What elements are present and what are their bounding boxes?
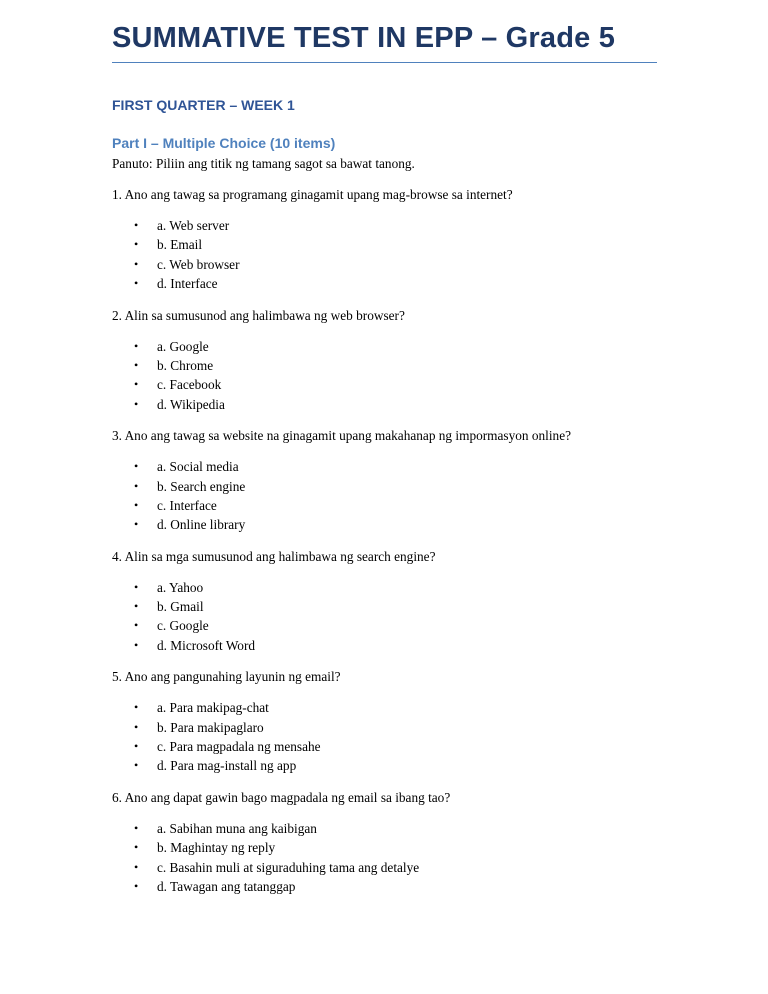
choice-item — [112, 235, 657, 254]
bullet-icon: • — [134, 637, 139, 652]
choice-item — [112, 698, 657, 717]
choice-item — [112, 274, 657, 293]
choice-text: c. Basahin muli at siguraduhing tama ang detalye — [157, 859, 420, 875]
quarter-heading: FIRST QUARTER – WEEK 1 — [112, 97, 295, 113]
question-text: 6. Ano ang dapat gawin bago magpadala ng email sa ibang tao? — [112, 789, 451, 805]
part-heading: Part I – Multiple Choice (10 items) — [112, 135, 336, 151]
choice-text: d. Interface — [157, 276, 218, 292]
document-page — [112, 0, 657, 896]
choice-text: a. Yahoo — [157, 579, 204, 595]
choice-text: a. Para makipag-chat — [157, 700, 269, 716]
choice-item — [112, 395, 657, 414]
choice-text: a. Sabihan muna ang kaibigan — [157, 820, 317, 836]
choice-item — [112, 877, 657, 896]
instructions: Panuto: Piliin ang titik ng tamang sagot sa bawat tanong. — [112, 156, 415, 171]
question-text: 5. Ano ang pangunahing layunin ng email? — [112, 669, 341, 685]
choice-list — [112, 698, 657, 776]
bullet-icon: • — [134, 618, 139, 633]
choice-item — [112, 337, 657, 356]
question-1 — [112, 185, 657, 294]
choice-text: b. Search engine — [157, 478, 246, 494]
choice-item — [112, 718, 657, 737]
title-divider — [112, 62, 657, 63]
bullet-icon: • — [134, 497, 139, 512]
document-title: SUMMATIVE TEST IN EPP – Grade 5 — [112, 22, 616, 54]
bullet-icon: • — [134, 377, 139, 392]
choice-item — [112, 477, 657, 496]
bullet-icon: • — [134, 840, 139, 855]
choice-item — [112, 838, 657, 857]
question-text: 3. Ano ang tawag sa website na ginagamit upang makahanap ng impormasyon online? — [112, 428, 571, 444]
choice-item — [112, 515, 657, 534]
bullet-icon: • — [134, 256, 139, 271]
choice-item — [112, 356, 657, 375]
bullet-icon: • — [134, 218, 139, 232]
choice-text: d. Microsoft Word — [157, 637, 256, 653]
choice-text: b. Para makipaglaro — [157, 719, 264, 735]
choice-list — [112, 216, 657, 294]
choice-item — [112, 636, 657, 655]
question-text: 4. Alin sa mga sumusunod ang halimbawa ng search engine? — [112, 548, 436, 564]
choice-item — [112, 616, 657, 635]
bullet-icon: • — [134, 700, 139, 715]
bullet-icon: • — [134, 276, 139, 291]
question-3 — [112, 426, 657, 535]
bullet-icon: • — [134, 758, 139, 773]
bullet-icon: • — [134, 459, 139, 474]
choice-list — [112, 457, 657, 535]
choice-text: c. Facebook — [157, 377, 222, 393]
choice-text: b. Gmail — [157, 599, 204, 615]
choice-list — [112, 337, 657, 415]
bullet-icon: • — [134, 878, 139, 893]
choice-item — [112, 375, 657, 394]
choice-text: d. Wikipedia — [157, 396, 225, 412]
choice-item — [112, 255, 657, 274]
choice-item — [112, 858, 657, 877]
choice-item — [112, 756, 657, 775]
bullet-icon: • — [134, 599, 139, 614]
question-text: 2. Alin sa sumusunod ang halimbawa ng web browser? — [112, 307, 405, 323]
choice-item — [112, 737, 657, 756]
choice-text: b. Maghintay ng reply — [157, 840, 276, 856]
question-2 — [112, 306, 657, 415]
choice-item — [112, 819, 657, 838]
choice-text: a. Google — [157, 338, 209, 354]
choice-text: c. Google — [157, 618, 209, 634]
choice-text: a. Social media — [157, 459, 239, 475]
bullet-icon: • — [134, 338, 139, 353]
bullet-icon: • — [134, 396, 139, 411]
question-5 — [112, 667, 657, 776]
choice-item — [112, 216, 657, 235]
question-4 — [112, 547, 657, 656]
bullet-icon: • — [134, 478, 139, 493]
choice-text: c. Interface — [157, 497, 217, 513]
choice-text: c. Web browser — [157, 256, 240, 272]
choice-item — [112, 457, 657, 476]
choice-text: d. Tawagan ang tatanggap — [157, 878, 296, 894]
choice-text: b. Email — [157, 237, 203, 253]
bullet-icon: • — [134, 579, 139, 594]
bullet-icon: • — [134, 357, 139, 372]
bullet-icon: • — [134, 859, 139, 874]
choice-text: c. Para magpadala ng mensahe — [157, 739, 321, 755]
choice-text: d. Para mag-install ng app — [157, 758, 297, 774]
choice-text: b. Chrome — [157, 357, 214, 373]
choice-item — [112, 597, 657, 616]
choice-text: a. Web server — [157, 218, 230, 233]
choice-text: d. Online library — [157, 517, 246, 533]
question-6 — [112, 788, 657, 897]
bullet-icon: • — [134, 739, 139, 754]
choice-list — [112, 819, 657, 897]
choice-item — [112, 496, 657, 515]
choice-item — [112, 578, 657, 597]
bullet-icon: • — [134, 820, 139, 835]
question-text: 1. Ano ang tawag sa programang ginagamit upang mag-browse sa internet? — [112, 187, 513, 202]
choice-list — [112, 578, 657, 656]
bullet-icon: • — [134, 517, 139, 532]
question-list — [112, 185, 657, 896]
bullet-icon: • — [134, 237, 139, 252]
bullet-icon: • — [134, 719, 139, 734]
